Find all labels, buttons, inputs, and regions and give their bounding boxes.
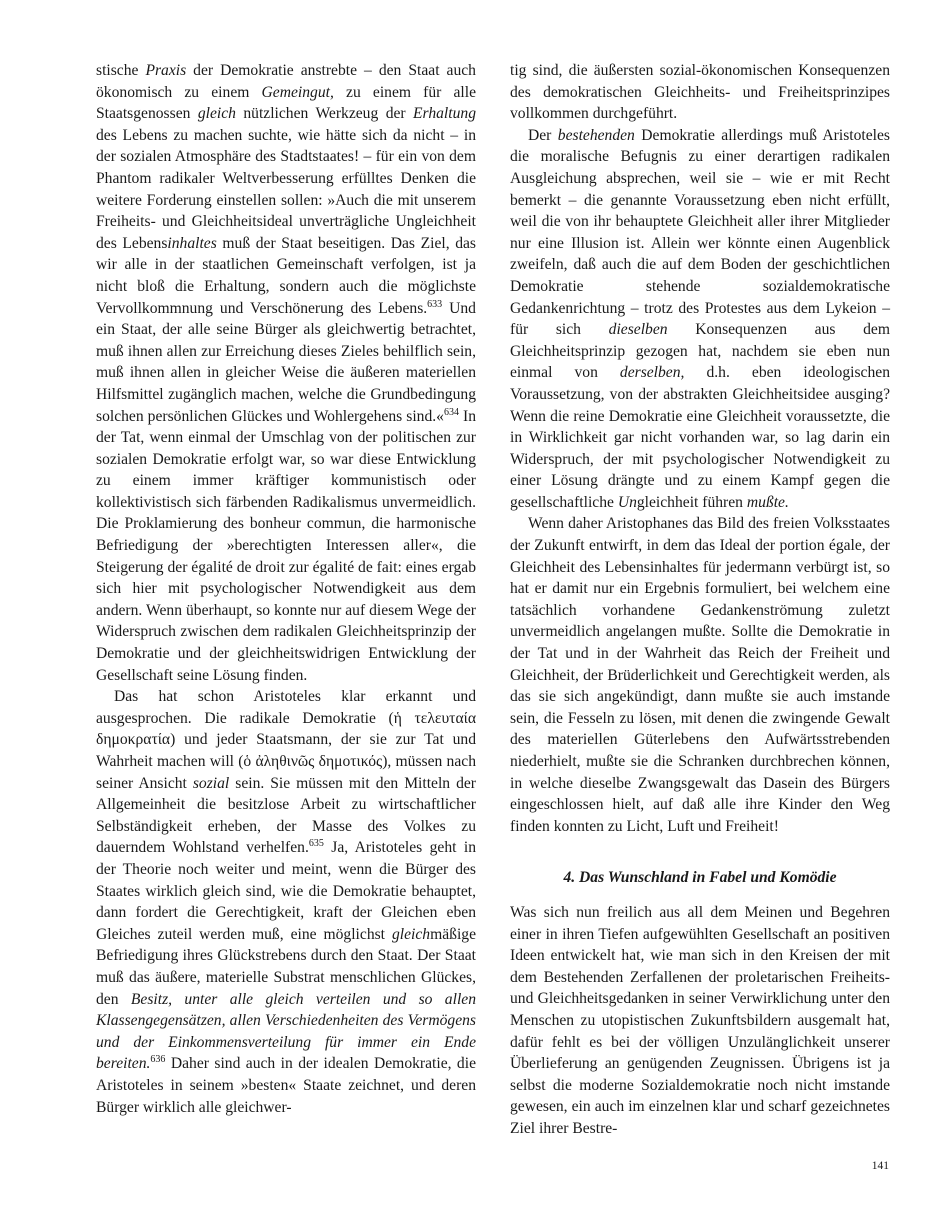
- italic-text: gleich: [197, 105, 236, 123]
- italic-text: dieselben: [608, 321, 668, 339]
- italic-text: inhaltes: [167, 234, 217, 252]
- italic-text: Un: [617, 493, 637, 511]
- text-run: Und ein Staat, der alle seine Bürger als gleichwertig betrachtet, muß ihnen allen zur Erreichung dieses Zieles behilflich sein, muß ihnen allen in gleicher Weise die äußeren materiellen Hilfsmittel zugänglich machen, welche die Grundbedingung solchen persönlichen Glückes und Wohlergehens sind.«: [96, 299, 476, 425]
- footnote-ref: 634: [443, 406, 459, 418]
- footnote-ref: 636: [150, 1054, 166, 1066]
- text-run: Das hat schon Aristoteles klar erkannt und ausgesprochen. Die radikale Demokratie (ἡ τελευταία δημοκρατία) und jeder Staatsmann, der sie zur Tat und Wahrheit machen will (ὁ ἀληθινῶς δημοτικός), müssen nach seiner Ansicht: [96, 688, 476, 792]
- text-run: Der: [528, 126, 558, 144]
- page-number: 141: [871, 1160, 889, 1172]
- italic-text: Erhaltung: [413, 105, 476, 123]
- text-run: In der Tat, wenn einmal der Umschlag von der politischen zur sozialen Demokratie erfolgt war, so war diese Entwicklung zu einem immer kräftiger kommunistisch oder kollektivistisch sich färbenden Radikalismus unvermeidlich. Die Proklamierung des bonheur commun, die harmonische Befriedigung der »berechtigten Interessen aller«, die Steigerung der égalité de droit zur égalité de fait: eines ergab sich hier mit psychologischer Notwendigkeit aus dem andern. Wenn überhaupt, so konnte nur auf diesem Wege der Widerspruch zwischen dem radikalen Gleichheitsprinzip der Demokratie und der gleichheitswidrigen Entwicklung der Gesellschaft seine Lösung finden.: [96, 407, 477, 684]
- italic-text: Praxis: [145, 62, 187, 79]
- text-run: des Lebens zu machen suchte, wie hätte sich da nicht – in der sozialen Atmosphäre des Stadtstaates! – für ein von dem Phantom radikaler Weltverbesserung erfülltes Denken die weitere Forderung einstellen sollen: »Auch die mit unserem Freiheits- und Gleichheitsideal unverträgliche Ungleichheit des Lebens: [96, 126, 476, 252]
- text-run: der Demokratie anstrebte – den Staat auch ökonomisch zu einem: [96, 62, 476, 101]
- text-run: mäßige Befriedigung ihres Glückstrebens durch den Staat. Der Staat muß das äußere, materielle Substrat menschlichen Glückes, den: [96, 925, 476, 1008]
- text-run: Daher sind auch in der idealen Demokratie, die Aristoteles in seinem »besten« Staate zeichnet, und deren Bürger wirklich alle gleichwer-: [96, 1055, 476, 1116]
- text-run: muß der Staat beseitigen. Das Ziel, das wir alle in der staatlichen Gemeinschaft verfolgen, ist ja nicht bloß die Erhaltung, sondern auch die möglichste Vervollkommnung und Verschönerung des Lebens.: [96, 234, 476, 317]
- text-run: stische: [96, 62, 146, 79]
- paragraph: [96, 686, 476, 1118]
- italic-text: derselben,: [619, 364, 685, 382]
- paragraph: [510, 125, 890, 514]
- italic-text: gleich: [391, 925, 431, 943]
- text-run: d.h. eben ideologischen Voraussetzung, von der abstrakten Gleichheitsidee ausging? Wenn die reine Demokratie eine Gleichheit voraussetzte, die in Wirklichkeit gar nicht vorhanden war, so lag darin ein Widerspruch, der mit psychologischer Notwendigkeit zu einer Lösung drängte und zu einem Kampf gegen die gesellschaftliche: [510, 364, 890, 511]
- italic-text: mußte.: [746, 493, 789, 511]
- text-run: Konsequenzen aus dem Gleichheitsprinzip gezogen hat, nachdem sie eben nun einmal von: [510, 321, 890, 382]
- italic-text: sozial: [192, 774, 230, 792]
- right-column: [510, 60, 890, 1140]
- text-run: Ja, Aristoteles geht in der Theorie noch weiter und meint, wenn die Bürger des Staates wirklich gleich sind, wie die Demokratie behauptet, dann fordert die Gerechtigkeit, kraft der Gleichen eben Gleiches zuteil werden muß, eine möglichst: [96, 839, 476, 943]
- footnote-ref: 633: [427, 298, 443, 310]
- text-run: Demokratie allerdings muß Aristoteles die moralische Befugnis zu einer derartigen radikalen Ausgleichung absprechen, weil sie – wie er mit Recht bemerkt – die genannte Voraussetzung eben nicht erfüllt, weil die von ihr behauptete Gleichheit aller ihrer Mitglieder nur eine Illusion ist. Allein wer könnte einen Augenblick zweifeln, daß auch die auf dem Boden der geschichtlichen Demokratie stehende sozialdemokratische Gedankenrichtung – trotz des Protestes aus dem Lykeion – für sich: [510, 126, 890, 339]
- paragraph: [510, 60, 890, 125]
- footnote-ref: 635: [308, 838, 324, 850]
- paragraph: [510, 513, 890, 837]
- text-run: Was sich nun freilich aus all dem Meinen und Begehren einer in ihren Tiefen aufgewühlten Gesellschaft an positiven Ideen entwickelt hat, wie man sich in den Kreisen der mit dem Bestehenden Zerfallenen der proletarischen Freiheits- und Gleichheitsgedanken in seiner Verwirklichung unter den Menschen zu utopistischen Zukunftsbildern ausgemalt hat, dafür fehlt es bei der völligen Unzulänglichkeit unserer Überlieferung an genügenden Zeugnissen. Übrigens ist ja selbst die moderne Sozialdemokratie noch nicht imstande gewesen, ein auch im einzelnen klar und scharf gezeichnetes Ziel ihrer Bestre-: [510, 903, 890, 1137]
- text-run: tig sind, die äußersten sozial-ökonomischen Konsequenzen des demokratischen Gleichheits- und Freiheitsprinzipes vollkommen durchgeführt.: [510, 62, 890, 123]
- text-run: Wenn daher Aristophanes das Bild des freien Volksstaates der Zukunft entwirft, in dem das Ideal der portion égale, der Gleichheit des Lebensinhaltes für jedermann verbürgt ist, so hat er damit nur ein Ergebnis formuliert, bei welchem eine tatsächlich vorhandene Gedankenströmung zuletzt unvermeidlich angelangen mußte. Sollte die Demokratie in der Tat und in der Wahrheit das Reich der Freiheit und Gleichheit, der Brüderlichkeit und Gerechtigkeit werden, als das sie sich angekündigt, dann mußte sie auch imstande sein, die Fesseln zu lösen, mit denen die zwingende Gewalt des materiellen Güterlebens den Aufwärtsstrebenden niederhielt, mußte sie die Schranken durchbrechen können, in welche dieselbe Zwangsgewalt das Dasein des Bürgers eingeschlossen hielt, auf daß alle ihre Kinder den Weg finden konnten zu Licht, Luft und Freiheit!: [510, 515, 890, 835]
- text-run: gleichheit führen: [636, 493, 747, 511]
- text-run: nützlichen Werkzeug der: [235, 105, 414, 123]
- italic-text: Gemeingut,: [261, 83, 334, 101]
- text-run: sein. Sie müssen mit den Mitteln der Allgemeinheit die besitzlose Arbeit zu wirtschaftlicher Selbständigkeit erheben, der Masse des Volkes zu dauerndem Wohlstand verhelfen.: [96, 774, 476, 857]
- text-run: zu einem für alle Staatsgenossen: [96, 83, 476, 123]
- italic-text: bestehenden: [557, 126, 635, 144]
- paragraph: [510, 902, 890, 1140]
- italic-text: Besitz, unter alle gleich verteilen und so allen Klassengegensätzen, allen Verschiedenheiten des Vermögens und der Einkommensverteilung für immer ein Ende bereiten.: [96, 990, 476, 1073]
- paragraph: [96, 60, 476, 686]
- left-column: [96, 60, 476, 1118]
- section-heading: 4. Das Wunschland in Fabel und Komödie: [563, 869, 837, 887]
